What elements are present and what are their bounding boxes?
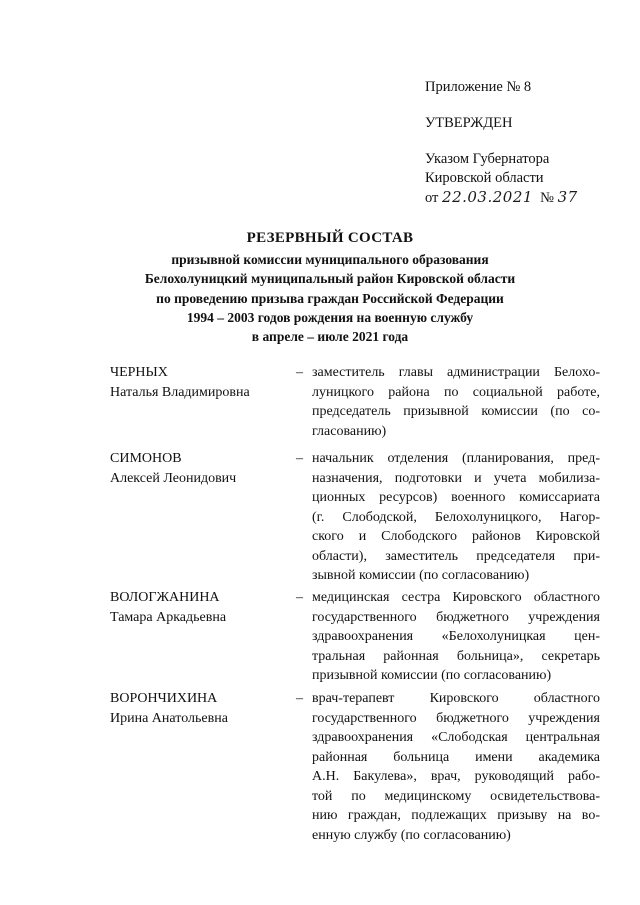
member-surname: ЧЕРНЫХ — [110, 365, 168, 380]
description-line: той по медицинскому освидетельствова- — [312, 788, 600, 804]
decree-date-number — [425, 188, 625, 208]
member-description — [312, 588, 600, 686]
number-sign: № — [540, 190, 555, 206]
description-line: заместитель главы администрации Белохо- — [312, 365, 600, 380]
description-line: ского и Слободского районов Кировской — [312, 529, 600, 544]
description-line: зывной комиссии (по согласованию) — [312, 568, 530, 583]
description-line: медицинская сестра Кировского областного — [312, 590, 600, 605]
member-given-names: Наталья Владимировна — [110, 384, 250, 400]
member-surname: ВОЛОГЖАНИНА — [110, 590, 220, 605]
member-name — [110, 363, 290, 402]
member-description — [312, 449, 600, 586]
description-line: назначения, подготовки и учета мобилиза- — [312, 470, 600, 486]
description-line: енную службу (по согласованию) — [312, 827, 511, 843]
dash: – — [296, 590, 303, 605]
description-line: государственного бюджетного учреждения — [312, 609, 600, 625]
description-line: (г. Слободской, Белохолуницкого, Нагор- — [312, 509, 600, 525]
approved-label: УТВЕРЖДЕН — [425, 115, 513, 131]
from-prefix: от — [425, 190, 439, 206]
appendix-number: Приложение № 8 — [425, 79, 532, 95]
description-line: государственного бюджетного учреждения — [312, 710, 600, 726]
title-line: Белохолуницкий муниципальный район Кировской области — [144, 271, 516, 287]
description-line: председатель призывной комиссии (по со- — [312, 404, 600, 419]
description-line: здравоохранения «Белохолуницкая цен- — [312, 629, 600, 644]
decree-line-1: Указом Губернатора — [425, 151, 550, 167]
description-line: здравоохранения «Слободская центральная — [312, 730, 600, 745]
member-given-names: Ирина Анатольевна — [110, 710, 228, 726]
dash: – — [296, 365, 303, 380]
description-line: начальник отделения (планирования, пред- — [312, 451, 600, 466]
member-name — [110, 689, 290, 728]
description-line: области), заместитель председателя при- — [312, 548, 600, 564]
decree-line-2: Кировской области — [425, 170, 544, 186]
description-line: гласованию) — [312, 423, 387, 439]
title-line: призывной комиссии муниципального образования — [171, 252, 489, 267]
title-main: РЕЗЕРВНЫЙ СОСТАВ — [246, 230, 414, 246]
description-line: призывной комиссии (по согласованию) — [312, 668, 552, 683]
description-line: нию граждан, подлежащих призыву на во- — [312, 808, 600, 823]
description-line: районная больница имени академика — [312, 749, 600, 765]
member-given-names: Алексей Леонидович — [110, 470, 237, 486]
handwritten-number: 37 — [557, 188, 578, 206]
title-line: в апреле – июле 2021 года — [251, 329, 409, 345]
approval-block — [425, 78, 625, 208]
member-description — [312, 689, 600, 845]
member-name — [110, 449, 290, 488]
member-given-names: Тамара Аркадьевна — [110, 609, 227, 625]
member-name — [110, 588, 290, 627]
description-line: врач-терапевт Кировского областного — [312, 691, 600, 706]
description-line: луницкого района по социальной работе, — [312, 384, 600, 400]
document-title — [60, 228, 600, 346]
dash: – — [296, 451, 303, 466]
title-line: 1994 – 2003 годов рождения на военную службу — [186, 309, 474, 325]
member-surname: ВОРОНЧИХИНА — [110, 691, 218, 706]
description-line: А.Н. Бакулева», врач, руководящий рабо- — [312, 769, 600, 784]
description-line: ционных ресурсов) военного комиссариата — [312, 490, 600, 505]
description-line: тральная районная больница», секретарь — [312, 648, 600, 664]
member-surname: СИМОНОВ — [110, 451, 182, 466]
member-description — [312, 363, 600, 441]
handwritten-date: 22.03.2021 — [442, 188, 533, 206]
title-line: по проведению призыва граждан Российской Федерации — [156, 290, 504, 306]
dash: – — [296, 691, 303, 706]
